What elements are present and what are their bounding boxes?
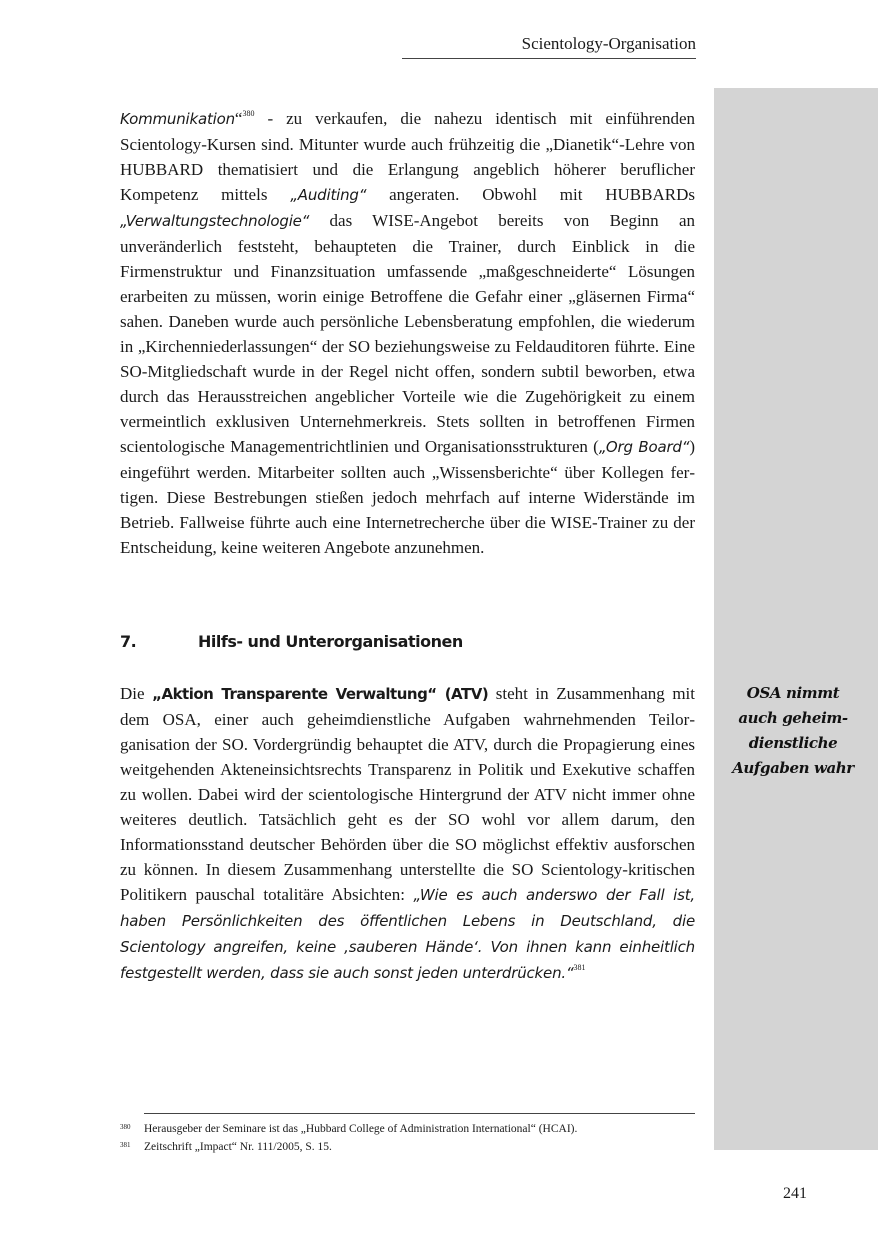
footnote-text: Zeitschrift „Impact“ Nr. 111/2005, S. 15.	[144, 1141, 332, 1153]
footnote-rule	[144, 1113, 695, 1114]
footnote-number: 381	[120, 1141, 131, 1149]
text-run: steht in Zusammenhang mit dem OSA, einer auch geheimdienstliche Aufgaben wahrnehmenden Teilorganisation der SO. Vordergründig behauptet die ATV, durch die Propagierung eines weitgehenden Akteneinsichtsrechts Transparenz in Politik und Exekutive schaffen zu wollen. Dabei wird der scientologische Hintergrund der ATV nicht immer ohne weiteres deutlich. Tatsächlich geht es der SO wohl vor allem darum, den Informationsstand deutscher Behörden über die SO möglichst effektiv ausforschen zu können. In diesem Zusammenhang unterstellte die SO Scientology-kritischen Politikern pauschal totalitäre Absichten:	[120, 684, 696, 904]
text-run: Die	[120, 684, 153, 703]
body-paragraph-2	[120, 681, 695, 986]
body-paragraph-1	[120, 106, 695, 560]
margin-note-line: auch geheim-	[738, 709, 848, 727]
section-title: Hilfs- und Unterorganisationen	[198, 632, 463, 651]
section-heading	[120, 630, 695, 654]
margin-sidebar	[714, 88, 878, 1150]
margin-note-line: OSA nimmt	[746, 684, 840, 702]
term-atv: „Aktion Transparente Verwaltung“ (ATV)	[152, 685, 489, 703]
margin-note	[722, 681, 864, 781]
footnote-381	[120, 1138, 695, 1156]
text-run: ) eingeführt werden. Mitarbeiter sollten auch „Wissensberichte“ über Kollegen fertigen. Diese Bestrebungen stießen jedoch mehrfach auf interne Widerstände im Betrieb. Fallweise führte auch eine Internetrecherche über die WISE-Trainer zu der Entscheidung, keine weiteren Angebote anzunehmen.	[120, 437, 695, 557]
section-number: 7.	[120, 632, 137, 651]
footnotes	[120, 1113, 695, 1156]
footnote-ref-381[interactable]: 381	[573, 963, 586, 972]
footnote-number: 380	[120, 1123, 131, 1131]
margin-note-line: Aufgaben wahr	[732, 759, 854, 777]
term-verwaltungstechnologie: „Verwaltungstechnologie“	[120, 212, 310, 230]
page-number: 241	[783, 1185, 807, 1202]
text-run: - zu verkaufen, die nahezu identisch mit einführenden Scientology-Kursen sind. Mitunter wurde auch frühzeitig die „Dianetik“-Lehre von HUBBARD thematisiert und die Erlangung angeblich höherer beruflicher Kompetenz mittels	[120, 109, 695, 204]
closing-quote: “	[234, 109, 243, 128]
margin-note-line: dienstliche	[748, 734, 838, 752]
footnote-text: Herausgeber der Seminare ist das „Hubbard College of Administration International“ (HCAI).	[144, 1123, 578, 1135]
text-run: angeraten. Obwohl mit HUBBARDs	[366, 185, 695, 204]
quotation: „Wie es auch anderswo der Fall ist, haben Persönlichkeiten des öffentlichen Lebens in Deutschland, die Scientology angreifen, keine ‚sauberen Hände‘. Von ihnen kann einheitlich festgestellt werden, dass sie auch sonst jeden unterdrücken.“	[120, 886, 695, 982]
term-auditing: „Auditing“	[290, 186, 367, 204]
text-run: das WISE-Angebot bereits von Beginn an unveränderlich feststeht, behaupteten die Trainer, durch Einblick in die Firmenstruktur und Finanzsituation umfassende „maßgeschneiderte“ Lösungen erarbeiten zu müssen, worin einige Betroffene die Gefahr einer „gläsernen Firma“ sahen. Daneben wurde auch persönliche Lebensberatung empfohlen, die wiederum in „Kirchenniederlassungen“ der SO beziehungsweise zu Feldauditoren führte. Eine SO-Mitgliedschaft wurde in der Regel nicht offen, sondern subtil beworben, etwa durch das Herausstreichen angeblicher Vorteile wie die Zugehörigkeit zu einem vermeintlich exklusiven Unternehmerkreis. Stets sollten in betroffenen Firmen scientologische Managementrichtlinien und Organisationsstrukturen (	[120, 211, 695, 456]
term-org-board: „Org Board“	[598, 438, 690, 456]
running-header: Scientology-Organisation	[402, 33, 696, 59]
term-kommunikation: Kommunikation	[120, 110, 235, 128]
footnote-ref-380[interactable]: 380	[242, 109, 255, 118]
footnote-380	[120, 1120, 695, 1138]
